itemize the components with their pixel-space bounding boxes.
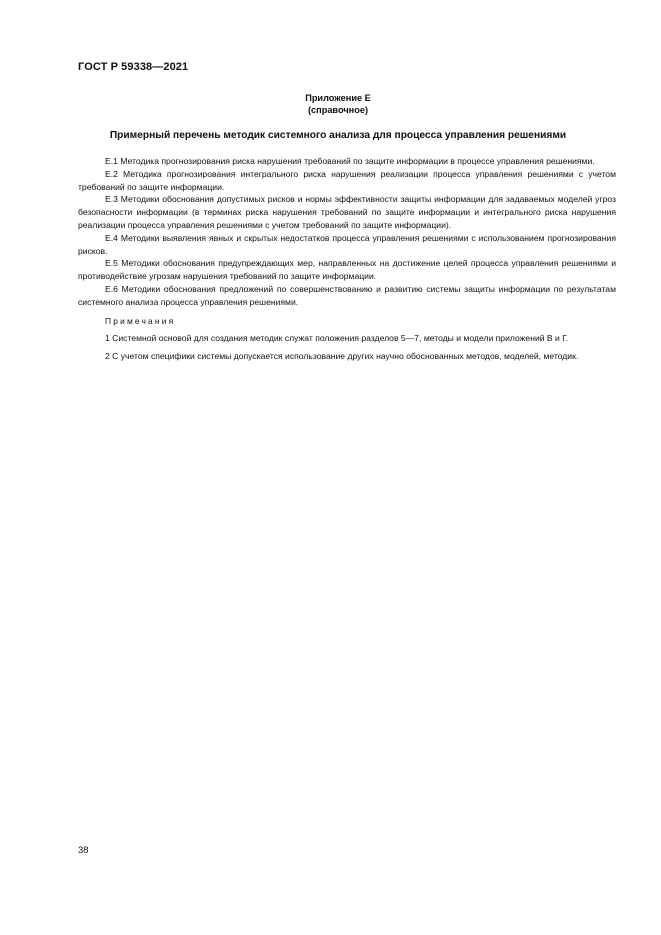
list-item-e1: Е.1 Методика прогнозирования риска нарушения требований по защите информации в процессе управления решениями. [105,156,595,166]
appendix-status: (справочное) [307,104,368,115]
note-2: 2 С учетом специфики системы допускается использование других научно обоснованных методов, моделей, методик. [105,351,579,362]
appendix-title: Приложение Е [305,93,371,103]
page-number: 38 [78,844,89,855]
notes-heading: Примечания [105,315,176,326]
list-item-e2: Е.2 Методика прогнозирования интегрального риска нарушения реализации процесса управления решениями с учетом требований по защите информации. [78,168,616,192]
list-item-e4: Е.4 Методики выявления явных и скрытых недостатков процесса управления решениями с использованием прогнозирования рисков. [78,232,616,256]
standard-code: ГОСТ Р 59338—2021 [78,61,189,73]
list-item-e3: Е.3 Методики обоснования допустимых рисков и нормы эффективности защиты информации для задаваемых моделей угроз безопасности информации (в терминах риска нарушения требований по защите информации и интегрального риска нарушения реализации процесса управления решениями с учетом требований по защите информации). [78,194,616,230]
appendix-heading [78,93,598,116]
list-item-e6: Е.6 Методики обоснования предложений по совершенствованию и развитию системы защиты информации по результатам системного анализа процесса управления решениями. [78,283,616,307]
note-1: 1 Системной основой для создания методик служат положения разделов 5—7, методы и модели приложений В и Г. [105,333,569,344]
document-body [78,155,616,363]
document-title: Примерный перечень методик системного анализа для процесса управления решениями [109,130,567,141]
list-item-e5: Е.5 Методики обоснования предупреждающих мер, направленных на достижение целей процесса управления решениями и противодействие угрозам нарушения требований по защите информации. [78,258,616,282]
